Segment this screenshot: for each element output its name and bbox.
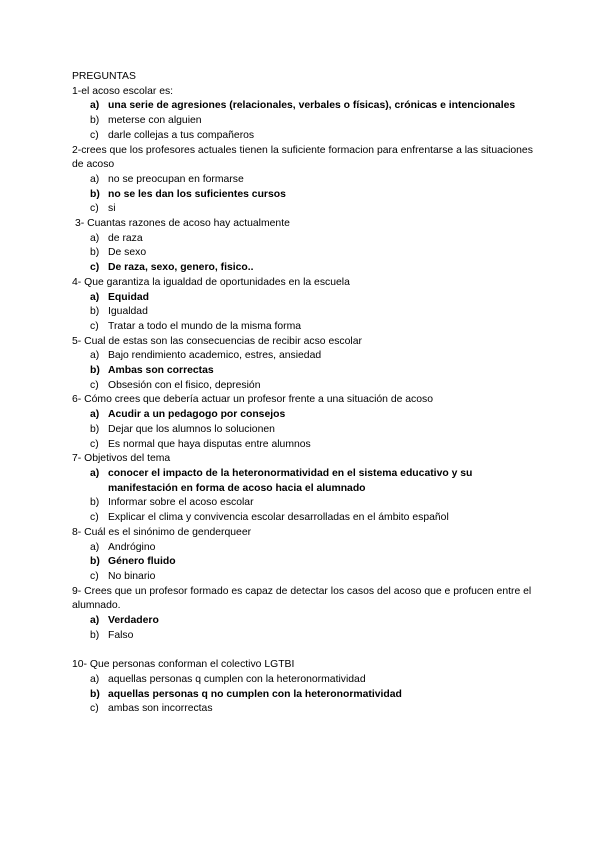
question-text: 10- Que personas conforman el colectivo LGTBI [72,659,295,671]
answer-option-correct [72,467,542,496]
question-6 [72,393,542,452]
answer-option [72,511,542,526]
question-3 [72,217,542,276]
answer-option-correct [72,688,542,703]
option-marker: c) [90,203,99,215]
answer-option [72,246,542,261]
question-text: 1-el acoso escolar es: [72,85,174,97]
option-text: Falso [108,629,134,641]
answer-option [72,629,542,644]
answer-option [72,702,542,717]
option-marker: a) [90,173,100,185]
answer-option [72,320,542,335]
answer-option-correct [72,188,542,203]
option-text: Explicar el clima y convivencia escolar desarrolladas en el ámbito español [108,512,449,524]
option-marker: a) [90,100,100,112]
question-text: 9- Crees que un profesor formado es capaz de detectar los casos del acoso que e profucen entre el alumnado. [72,585,532,612]
answer-options [72,173,542,217]
answer-option [72,232,542,247]
option-text: de raza [108,232,143,244]
answer-option-correct [72,555,542,570]
answer-option [72,114,542,129]
answer-options [72,541,542,585]
option-marker: a) [90,409,100,421]
question-10 [72,658,542,717]
option-text: Equidad [108,291,149,303]
answer-option-correct [72,364,542,379]
option-marker: c) [90,512,99,524]
answer-options [72,232,542,276]
option-marker: a) [90,541,100,553]
option-marker: c) [90,703,99,715]
answer-option [72,496,542,511]
answer-option [72,541,542,556]
page-title: PREGUNTAS [72,71,136,82]
option-text: no se preocupan en formarse [108,173,244,185]
option-marker: c) [90,570,99,582]
option-text: darle collejas a tus compañeros [108,129,255,141]
answer-option-correct [72,408,542,423]
question-text: 2-crees que los profesores actuales tienen la suficiente formacion para enfrentarse a las situaciones de acoso [72,144,533,171]
option-text: De sexo [108,247,147,259]
option-text: Tratar a todo el mundo de la misma forma [108,320,302,332]
option-text: Género fluido [108,556,176,568]
option-marker: b) [90,556,100,568]
questionnaire [72,70,542,717]
answer-options [72,467,542,526]
option-text: Bajo rendimiento academico, estres, ansiedad [108,350,322,362]
option-text: Informar sobre el acoso escolar [108,497,254,509]
question-9 [72,585,542,644]
answer-options [72,408,542,452]
option-marker: a) [90,291,100,303]
question-1 [72,85,542,144]
option-marker: b) [90,423,100,435]
question-2 [72,144,542,218]
option-marker: c) [90,379,99,391]
answer-options [72,614,542,643]
answer-option-correct [72,291,542,306]
option-text: Obsesión con el fisico, depresión [108,379,261,391]
answer-option [72,129,542,144]
answer-option [72,423,542,438]
option-text: Ambas son correctas [108,365,214,377]
answer-option [72,673,542,688]
option-marker: a) [90,232,100,244]
answer-options [72,673,542,717]
question-text: 4- Que garantiza la igualdad de oportunidades en la escuela [72,276,350,288]
option-text: ambas son incorrectas [108,703,213,715]
answer-option-correct [72,99,542,114]
question-text: 3- Cuantas razones de acoso hay actualmente [75,218,290,230]
option-text: una serie de agresiones (relacionales, verbales o físicas), crónicas e intencionales [108,100,516,112]
answer-option [72,173,542,188]
option-marker: a) [90,467,100,479]
option-marker: a) [90,673,100,685]
question-text: 8- Cuál es el sinónimo de genderqueer [72,526,252,538]
question-7 [72,452,542,526]
answer-option [72,570,542,585]
answer-option [72,202,542,217]
option-text: Dejar que los alumnos lo solucionen [108,423,275,435]
answer-option-correct [72,614,542,629]
question-4 [72,276,542,335]
option-text: Verdadero [108,615,159,627]
option-text: si [108,203,116,215]
question-8 [72,526,542,585]
question-5 [72,335,542,394]
option-marker: b) [90,629,100,641]
answer-option [72,379,542,394]
question-text: 5- Cual de estas son las consecuencias de recibir acso escolar [72,335,362,347]
answer-option [72,305,542,320]
option-text: Andrógino [108,541,156,553]
answer-options [72,291,542,335]
option-marker: c) [90,438,99,450]
option-text: Es normal que haya disputas entre alumnos [108,438,311,450]
option-marker: b) [90,688,100,700]
option-marker: c) [90,262,100,274]
option-marker: c) [90,320,99,332]
option-marker: b) [90,188,100,200]
question-text: 6- Cómo crees que debería actuar un profesor frente a una situación de acoso [72,394,434,406]
option-text: conocer el impacto de la heteronormatividad en el sistema educativo y su manifestación en forma de acoso hacia el alumnado [108,467,473,494]
option-text: Acudir a un pedagogo por consejos [108,409,286,421]
answer-options [72,99,542,143]
option-marker: a) [90,350,100,362]
question-text: 7- Objetivos del tema [72,453,171,465]
option-marker: c) [90,129,99,141]
option-marker: b) [90,306,100,318]
option-text: no se les dan los suficientes cursos [108,188,286,200]
option-text: De raza, sexo, genero, fisico.. [108,262,254,274]
option-text: aquellas personas q cumplen con la heteronormatividad [108,673,366,685]
option-marker: b) [90,247,100,259]
option-text: Igualdad [108,306,148,318]
option-text: No binario [108,570,156,582]
answer-option-correct [72,261,542,276]
option-text: meterse con alguien [108,115,202,127]
option-marker: b) [90,365,100,377]
option-marker: b) [90,497,100,509]
option-marker: b) [90,115,100,127]
answer-option [72,438,542,453]
answer-options [72,349,542,393]
option-text: aquellas personas q no cumplen con la heteronormatividad [108,688,402,700]
question-list [72,85,542,717]
option-marker: a) [90,615,100,627]
answer-option [72,349,542,364]
